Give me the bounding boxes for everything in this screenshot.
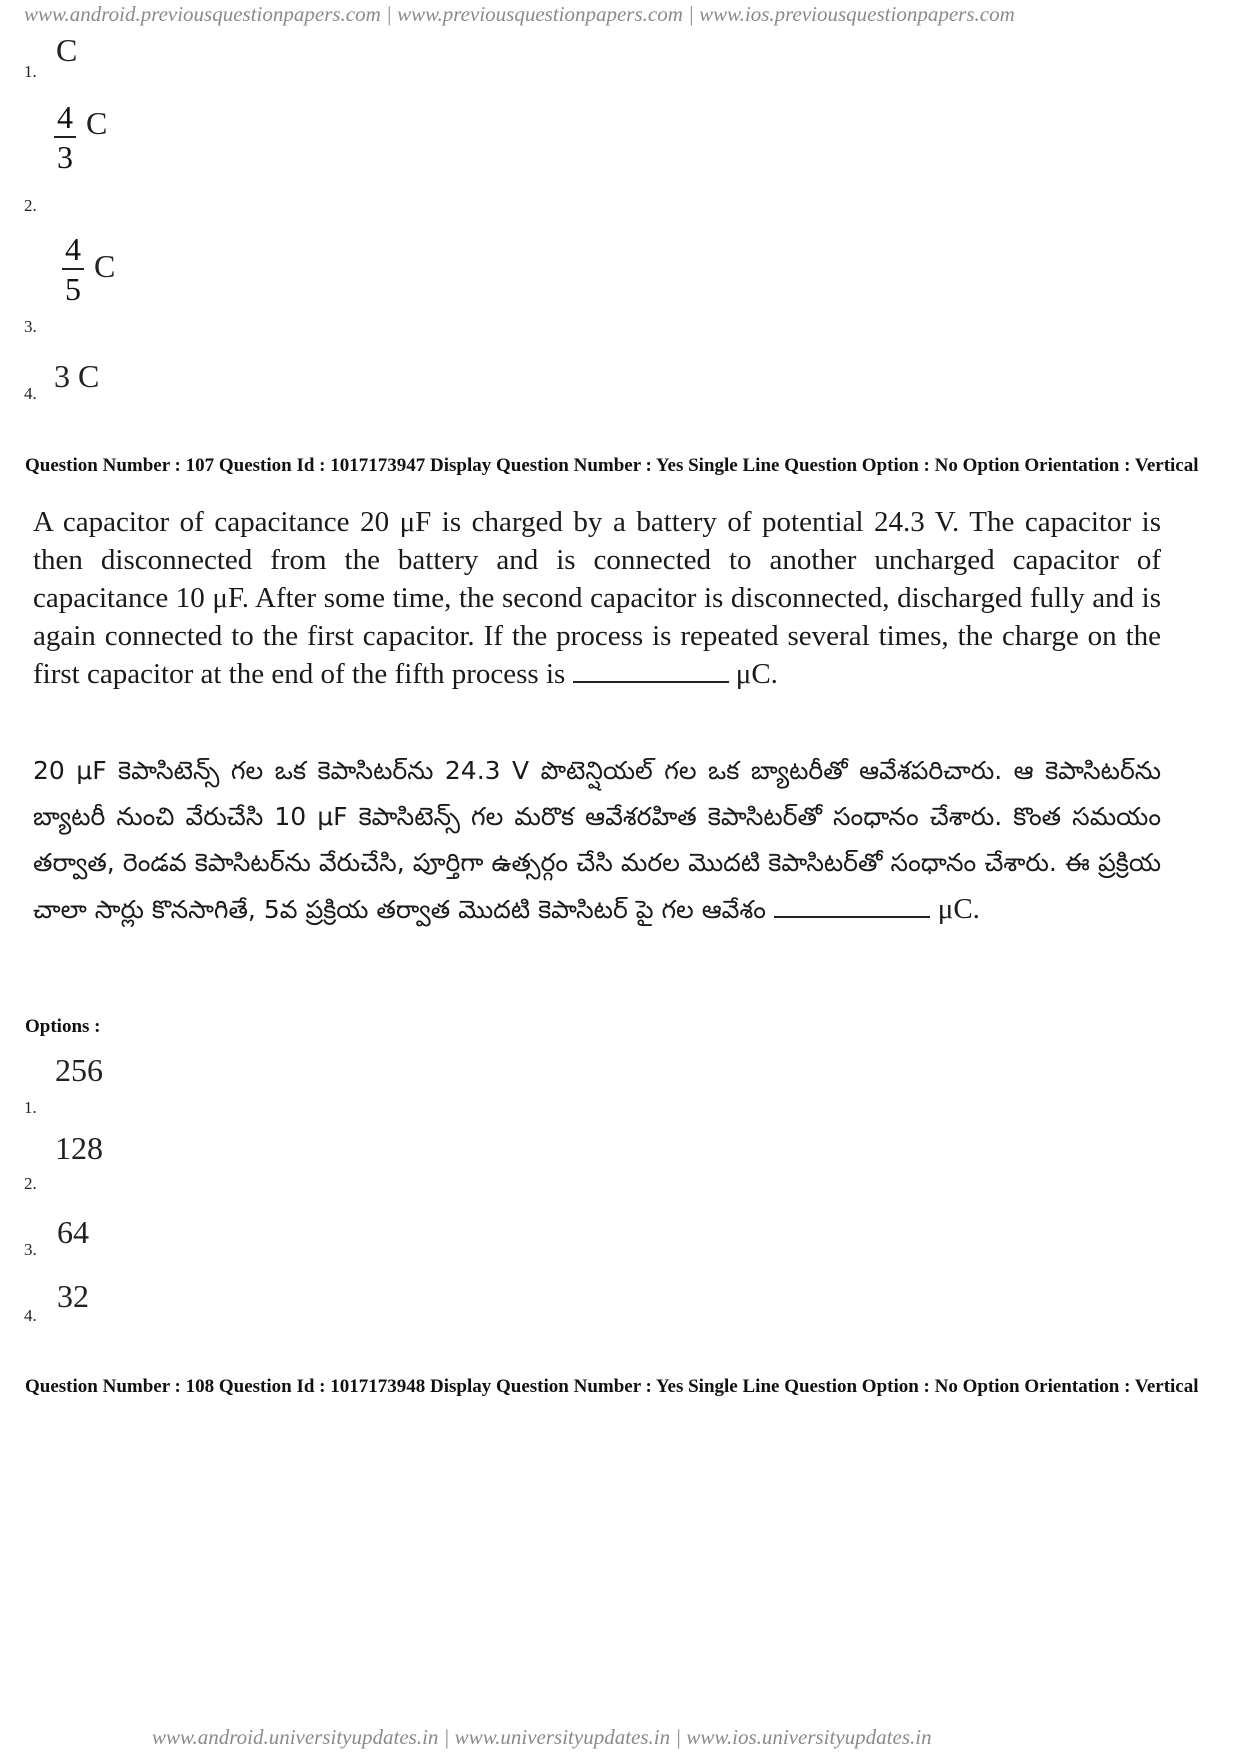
denominator: 5 <box>65 271 81 307</box>
question-107-text-te <box>33 748 1161 933</box>
option-4-number: 4. <box>24 1306 37 1325</box>
question-107-header: Question Number : 107 Question Id : 1017173947 Display Question Number : Yes Single Line Question Option : No Option Orientation : Vertical <box>25 455 1199 476</box>
prev-option-2-number: 2. <box>24 196 37 215</box>
fraction-bar <box>62 268 84 270</box>
prev-option-1-value: C <box>56 32 78 68</box>
prev-option-4-value: 3 C <box>54 358 100 394</box>
question-108-header: Question Number : 108 Question Id : 1017173948 Display Question Number : Yes Single Line Question Option : No Option Orientation : Vertical <box>25 1376 1199 1397</box>
prev-option-4-number: 4. <box>24 384 37 403</box>
question-107-text-en <box>33 503 1161 693</box>
fraction <box>62 232 84 306</box>
question-text-te-body: 20 μF కెపాసిటెన్స్ గల ఒక కెపాసిటర్‌ను 24.3 V పొటెన్షియల్ గల ఒక బ్యాటరీతో ఆవేశపరిచారు. ఆ కెపాసిటర్‌ను బ్యాటరీ నుంచి వేరుచేసి 10 μF కెపాసిటెన్స్ గల మరొక ఆవేశరహిత కెపాసిటర్‌తో సంధానం చేశారు. కొంత సమయం తర్వాత, రెండవ కెపాసిటర్‌ను వేరుచేసి, పూర్తిగా ఉత్సర్గం చేసి మరల మొదటి కెపాసిటర్‌తో సంధానం చేశారు. ఈ ప్రక్రియ చాలా సార్లు కొనసాగితే, 5వ ప్రక్రియ తర్వాత మొదటి కెపాసిటర్ పై గల ఆవేశం <box>33 756 1161 924</box>
option-1-value: 256 <box>55 1052 103 1088</box>
denominator: 3 <box>57 139 73 175</box>
answer-blank <box>774 896 930 918</box>
option-2-value: 128 <box>55 1130 103 1166</box>
option-3-number: 3. <box>24 1240 37 1259</box>
fraction <box>54 100 76 174</box>
watermark-bottom: www.android.universityupdates.in | www.universityupdates.in | www.ios.universityupdates.in <box>152 1725 932 1749</box>
unit: C <box>94 247 116 284</box>
options-label: Options : <box>25 1016 101 1037</box>
option-4-value: 32 <box>57 1278 89 1314</box>
fraction-bar <box>54 136 76 138</box>
option-1-number: 1. <box>24 1098 37 1117</box>
question-text-en-body: A capacitor of capacitance 20 μF is charged by a battery of potential 24.3 V. The capacitor is then disconnected from the battery and is connected to another uncharged capacitor of capacitance 10 μF. After some time, the second capacitor is disconnected, discharged fully and is again connected to the first capacitor. If the process is repeated several times, the charge on the first capacitor at the end of the fifth process is <box>33 506 1161 690</box>
answer-blank <box>573 661 729 683</box>
prev-option-2-value <box>54 100 107 174</box>
prev-option-3-value <box>62 232 115 306</box>
numerator: 4 <box>65 231 81 267</box>
question-text-en-unit: μC. <box>735 658 778 690</box>
question-text-te-unit: μC. <box>937 893 980 925</box>
numerator: 4 <box>57 99 73 135</box>
unit: C <box>86 104 108 141</box>
prev-option-3-number: 3. <box>24 317 37 336</box>
prev-option-1-number: 1. <box>24 62 37 81</box>
option-3-value: 64 <box>57 1214 89 1250</box>
option-2-number: 2. <box>24 1174 37 1193</box>
watermark-top: www.android.previousquestionpapers.com | www.previousquestionpapers.com | www.ios.previousquestionpapers.com <box>24 2 1015 26</box>
